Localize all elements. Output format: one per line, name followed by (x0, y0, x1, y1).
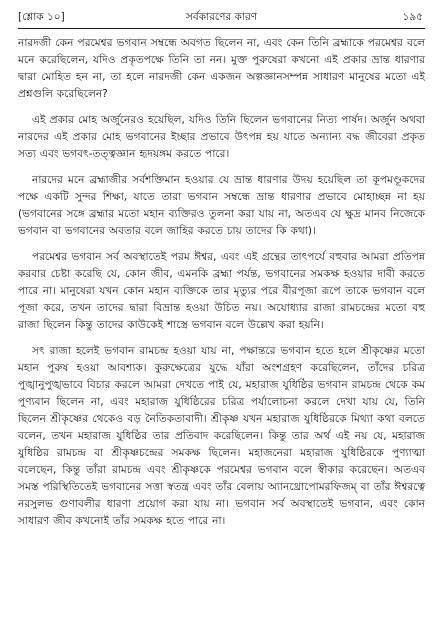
verse-reference: [শ্লোক ১০] (18, 11, 65, 23)
header-rule (18, 28, 425, 29)
paragraph: এই প্রকার মোহ অর্জুনেরও হয়েছিল, যদিও তিনি ছিলেন ভগবানের নিত্য পার্ষদ। অর্জুন অথবা নারদের এই প্রকার মোহ ভগবানের ইচ্ছার প্রভাবে উৎপন্ন হয় যাতে অন্যান্য বদ্ধ জীবেরা প্রকৃত সত্য এবং ভগবৎ-তত্ত্বজ্ঞান হৃদয়ঙ্গম করতে পারে। (18, 114, 425, 160)
paragraph: নারদের মনে ব্রহ্মাজীর সর্বশক্তিমান হওয়ার যে ভ্রান্ত ধারণার উদয় হয়েছিল তা কূপমণ্ডূকদের পক্ষে একটি সুন্দর শিক্ষা, যাতে তারা ভগবান সম্বন্ধে ভ্রান্ত ধারণার প্রভাবে মোহাচ্ছন্ন না হয় (ভগবানের সঙ্গে ব্রহ্মার মতো মহান ব্যক্তিরও তুলনা করা যায় না, অতএব যে ক্ষুদ্র মানব নিজেকে ভগবান বা ভগবানের অবতার বলে জাহির করতে চায় তাদের কি কথা)। (18, 174, 425, 237)
paragraph: পরমেশ্বর ভগবান সর্ব অবস্থাতেই পরম ঈশ্বর, এবং এই গ্রন্থের তাৎপর্যে বহুবার আমরা প্রতিপন্ন করবার চেষ্টা করেছি যে, কোন জীব, এমনকি ব্রহ্মা পর্যন্ত, ভগবানের সমকক্ষ হওয়ার দাবী করতে পারে না। মানুষেরা যখন কোন মহান ব্যক্তিকে তার মৃত্যুর পরে বীরপূজা রূপে তাকে ভগবান বলে পূজা করে, তখন তাদের দ্বারা বিভ্রান্ত হওয়া উচিত নয়। অযোধ্যার রাজা রামচন্দ্রের মতো বহু রাজা ছিলেন কিন্তু তাদের কাউকেই শাস্ত্রে ভগবান বলে উল্লেখ করা হয়নি। (18, 251, 425, 331)
chapter-title: সর্বকারণের কারণ (185, 11, 258, 23)
page-number: ১৯৫ (402, 11, 423, 23)
page-header (18, 6, 425, 28)
paragraph: সৎ রাজা হলেই ভগবান রামচন্দ্র হওয়া যায় না, পক্ষান্তরে ভগবান হতে হলে শ্রীকৃষ্ণের মতো মহান পুরুষ হওয়া আবশ্যক। কুরুক্ষেত্রের যুদ্ধে যাঁরা অংশগ্রহণ করেছিলেন, তাঁদের চরিত্র পুঙ্খানুপুঙ্খভাবে বিচার করলে আমরা দেখতে পাই যে, মহারাজ যুধিষ্ঠির ভগবান রামচন্দ্র থেকে কম পুণ্যবান ছিলেন না, এবং মহারাজ যুধিষ্ঠিরের চরিত্র পর্যালোচনা করলে দেখা যায় যে, তিনি ছিলেন শ্রীকৃষ্ণের থেকেও বড় নৈতিকতাবাদী। শ্রীকৃষ্ণ যখন মহারাজ যুধিষ্ঠিরকে মিথ্যা কথা বলতে বলেন, তখন মহারাজ যুধিষ্ঠির তার প্রতিবাদ করেছিলেন। কিন্তু তার অর্থ এই নয় যে, মহারাজ যুধিষ্ঠির রামচন্দ্র বা শ্রীকৃষ্ণচন্দ্রের সমকক্ষ ছিলেন। মহাজনেরা মহারাজ যুধিষ্ঠিরকে পুণ্যাত্মা বলেছেন, কিন্তু তাঁরা রামচন্দ্র এবং শ্রীকৃষ্ণকে পরমেশ্বর ভগবান বলে স্বীকার করেছেন। অতএব সমস্ত পরিস্থিতিতেই ভগবানের সত্তা স্বতন্ত্র এবং তাঁর বেলায় অ্যানথ্রোপোমরফিজম্‌ বা তাঁর ঈশ্বরত্বে নরসুলভ গুণাবলীর ধারণা প্রয়োগ করা যায় না। ভগবান সর্ব অবস্থাতেই ভগবান, এবং কোন সাধারণ জীব কখনোই তাঁর সমকক্ষ হতে পারে না। (18, 345, 425, 527)
paragraph: নারদজী কেন পরমেশ্বর ভগবান সম্বন্ধে অবগত ছিলেন না, এবং কেন তিনি ব্রহ্মাকে পরমেশ্বর বলে মনে করেছিলেন, যদিও প্রকৃতপক্ষে তিনি তা নন। মুক্ত পুরুষেরা কখনো এই প্রকার ভ্রান্ত ধারণার দ্বারা মোহিত হন না, তা হলে নারদজী কেন একজন অল্পজ্ঞানসম্পন্ন সাধারণ মানুষের মতো এই প্রশ্নগুলি করেছিলেন? (18, 37, 425, 100)
